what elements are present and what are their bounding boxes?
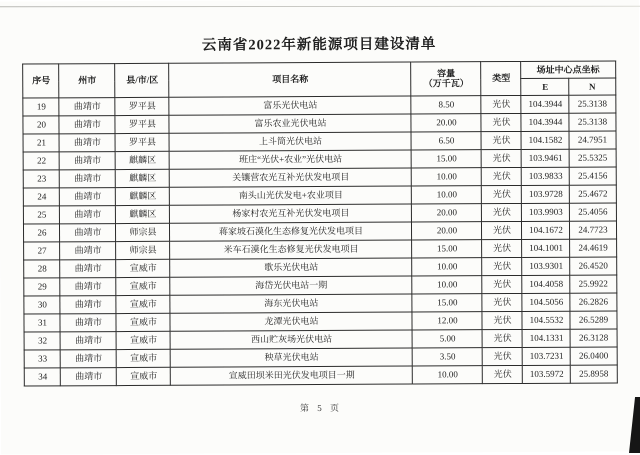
cell-coordinate-n: 26.5289 [570,311,616,329]
cell-county: 罗平县 [115,97,169,115]
cell-index: 33 [25,350,61,368]
cell-coordinate-e: 104.1331 [523,329,571,347]
cell-index: 34 [25,368,61,386]
cell-project-name: 关镶营农光互补光伏发电项目 [170,168,412,187]
cell-project-name: 米车石漠化生态修复光伏发电项目 [170,240,412,259]
cell-county: 麒麟区 [116,151,170,169]
cell-project-name: 班庄“光伏+农业”光伏电站 [170,150,412,169]
cell-coordinate-n: 25.3138 [569,113,615,131]
capacity-header-line1: 容量 [437,67,456,78]
cell-capacity: 10.00 [412,168,482,186]
cell-type: 光伏 [482,311,522,329]
cell-type: 光伏 [482,221,522,239]
cell-capacity: 12.00 [412,312,482,330]
col-header-project: 项目名称 [169,62,411,97]
cell-coordinate-e: 103.9833 [522,167,570,185]
cell-capacity: 10.00 [412,186,482,204]
cell-coordinate-n: 24.7723 [570,221,616,239]
cell-coordinate-n: 26.3128 [571,329,617,347]
cell-capacity: 15.00 [412,240,482,258]
cell-project-name: 南头山光伏发电+农业项目 [170,186,412,205]
cell-type: 光伏 [483,329,523,347]
cell-type: 光伏 [482,257,522,275]
cell-capacity: 15.00 [412,150,482,168]
col-header-coordinates: 场址中心点坐标 [521,61,615,78]
cell-index: 29 [24,278,60,296]
col-header-east: E [521,78,569,95]
cell-coordinate-e: 104.5532 [522,311,570,329]
cell-capacity: 10.00 [413,366,483,384]
cell-prefecture: 曲靖市 [59,98,115,116]
cell-type: 光伏 [482,203,522,221]
cell-type: 光伏 [483,347,523,365]
col-header-index: 序号 [23,64,59,98]
cell-coordinate-n: 26.4520 [570,257,616,275]
cell-type: 光伏 [482,149,522,167]
cell-county: 麒麟区 [116,205,170,223]
cell-project-name: 杨家村农光互补光伏发电项目 [170,204,412,223]
table-row [25,365,617,386]
cell-index: 21 [23,134,59,152]
cell-coordinate-n: 24.7951 [569,131,615,149]
cell-capacity: 10.00 [412,276,482,294]
cell-coordinate-e: 103.7231 [523,347,571,365]
table-header [23,61,615,98]
cell-prefecture: 曲靖市 [61,350,117,368]
cell-index: 22 [24,152,60,170]
cell-project-name: 龙潭光伏电站 [170,312,412,331]
cell-capacity: 6.50 [411,132,481,150]
cell-project-name: 蒋家坡石漠化生态修复光伏发电项目 [170,222,412,241]
cell-capacity: 20.00 [411,114,481,132]
cell-prefecture: 曲靖市 [60,242,116,260]
col-header-prefecture: 州市 [59,64,115,98]
cell-type: 光伏 [481,95,521,113]
cell-type: 光伏 [482,167,522,185]
cell-capacity: 10.00 [412,258,482,276]
cell-coordinate-n: 26.0400 [571,347,617,365]
cell-index: 25 [24,206,60,224]
cell-county: 宣威市 [117,367,171,385]
cell-prefecture: 曲靖市 [60,170,116,188]
cell-coordinate-n: 25.4056 [570,203,616,221]
cell-county: 宣威市 [116,313,170,331]
cell-coordinate-e: 104.3944 [521,95,569,113]
cell-coordinate-e: 104.4058 [522,275,570,293]
cell-prefecture: 曲靖市 [60,224,116,242]
cell-coordinate-e: 104.1001 [522,239,570,257]
cell-coordinate-n: 25.8958 [571,365,617,383]
cell-capacity: 5.00 [413,330,483,348]
cell-coordinate-n: 25.9922 [570,275,616,293]
cell-prefecture: 曲靖市 [60,278,116,296]
cell-project-name: 西山贮灰场光伏电站 [171,330,413,349]
cell-county: 师宗县 [116,241,170,259]
cell-coordinate-e: 103.9461 [522,149,570,167]
cell-project-name: 海东光伏电站 [170,294,412,313]
cell-coordinate-n: 25.4156 [570,167,616,185]
cell-county: 麒麟区 [116,187,170,205]
cell-prefecture: 曲靖市 [61,368,117,386]
cell-type: 光伏 [481,131,521,149]
cell-index: 20 [23,116,59,134]
cell-index: 28 [24,260,60,278]
cell-index: 30 [24,296,60,314]
cell-coordinate-e: 103.9728 [522,185,570,203]
cell-county: 宣威市 [116,295,170,313]
cell-coordinate-e: 103.9301 [522,257,570,275]
cell-prefecture: 曲靖市 [61,332,117,350]
cell-project-name: 宣威田坝米田光伏发电项目一期 [171,366,413,385]
cell-capacity: 8.50 [411,96,481,114]
cell-coordinate-n: 26.2826 [570,293,616,311]
cell-coordinate-e: 104.1582 [521,131,569,149]
cell-prefecture: 曲靖市 [60,152,116,170]
cell-index: 19 [23,98,59,116]
cell-project-name: 秧草光伏电站 [171,348,413,367]
capacity-header-line2: （万千瓦） [423,77,469,88]
col-header-county: 县/市/区 [115,63,169,97]
table-body [23,95,617,386]
cell-index: 27 [24,242,60,260]
cell-county: 师宗县 [116,223,170,241]
cell-coordinate-n: 25.3138 [569,95,615,113]
cell-county: 宣威市 [116,259,170,277]
cell-capacity: 20.00 [412,204,482,222]
cell-index: 32 [25,332,61,350]
cell-county: 罗平县 [115,115,169,133]
cell-coordinate-e: 104.3944 [521,113,569,131]
scan-edge-top-line [0,6,640,8]
cell-prefecture: 曲靖市 [60,314,116,332]
cell-index: 23 [24,170,60,188]
cell-county: 宣威市 [116,277,170,295]
cell-index: 24 [24,188,60,206]
cell-type: 光伏 [481,113,521,131]
cell-prefecture: 曲靖市 [59,134,115,152]
cell-prefecture: 曲靖市 [60,188,116,206]
cell-county: 宣威市 [117,349,171,367]
cell-capacity: 3.50 [413,348,483,366]
cell-project-name: 富乐农业光伏电站 [169,114,411,133]
cell-project-name: 歌乐光伏电站 [170,258,412,277]
cell-capacity: 15.00 [412,294,482,312]
cell-prefecture: 曲靖市 [60,260,116,278]
cell-project-name: 上斗筒光伏电站 [169,132,411,151]
cell-prefecture: 曲靖市 [60,296,116,314]
cell-capacity: 20.00 [412,222,482,240]
cell-coordinate-e: 103.5972 [523,365,571,383]
page-title: 云南省2022年新能源项目建设清单 [201,36,437,54]
cell-index: 31 [24,314,60,332]
cell-project-name: 海岱光伏电站一期 [170,276,412,295]
project-table [23,60,618,386]
cell-prefecture: 曲靖市 [59,116,115,134]
page-number: 第 5 页 [299,402,342,414]
cell-coordinate-e: 104.1672 [522,221,570,239]
col-header-capacity [411,62,481,96]
cell-coordinate-n: 25.5325 [570,149,616,167]
cell-coordinate-e: 104.5056 [522,293,570,311]
cell-type: 光伏 [483,365,523,383]
cell-coordinate-e: 103.9903 [522,203,570,221]
cell-county: 麒麟区 [116,169,170,187]
col-header-type: 类型 [481,61,521,95]
cell-coordinate-n: 25.4672 [570,185,616,203]
cell-project-name: 富乐光伏电站 [169,96,411,115]
cell-prefecture: 曲靖市 [60,206,116,224]
cell-index: 26 [24,224,60,242]
cell-type: 光伏 [482,293,522,311]
cell-type: 光伏 [482,275,522,293]
cell-type: 光伏 [482,239,522,257]
cell-coordinate-n: 24.4619 [570,239,616,257]
cell-county: 宣威市 [117,331,171,349]
col-header-north: N [569,78,615,95]
cell-county: 罗平县 [115,133,169,151]
cell-type: 光伏 [482,185,522,203]
